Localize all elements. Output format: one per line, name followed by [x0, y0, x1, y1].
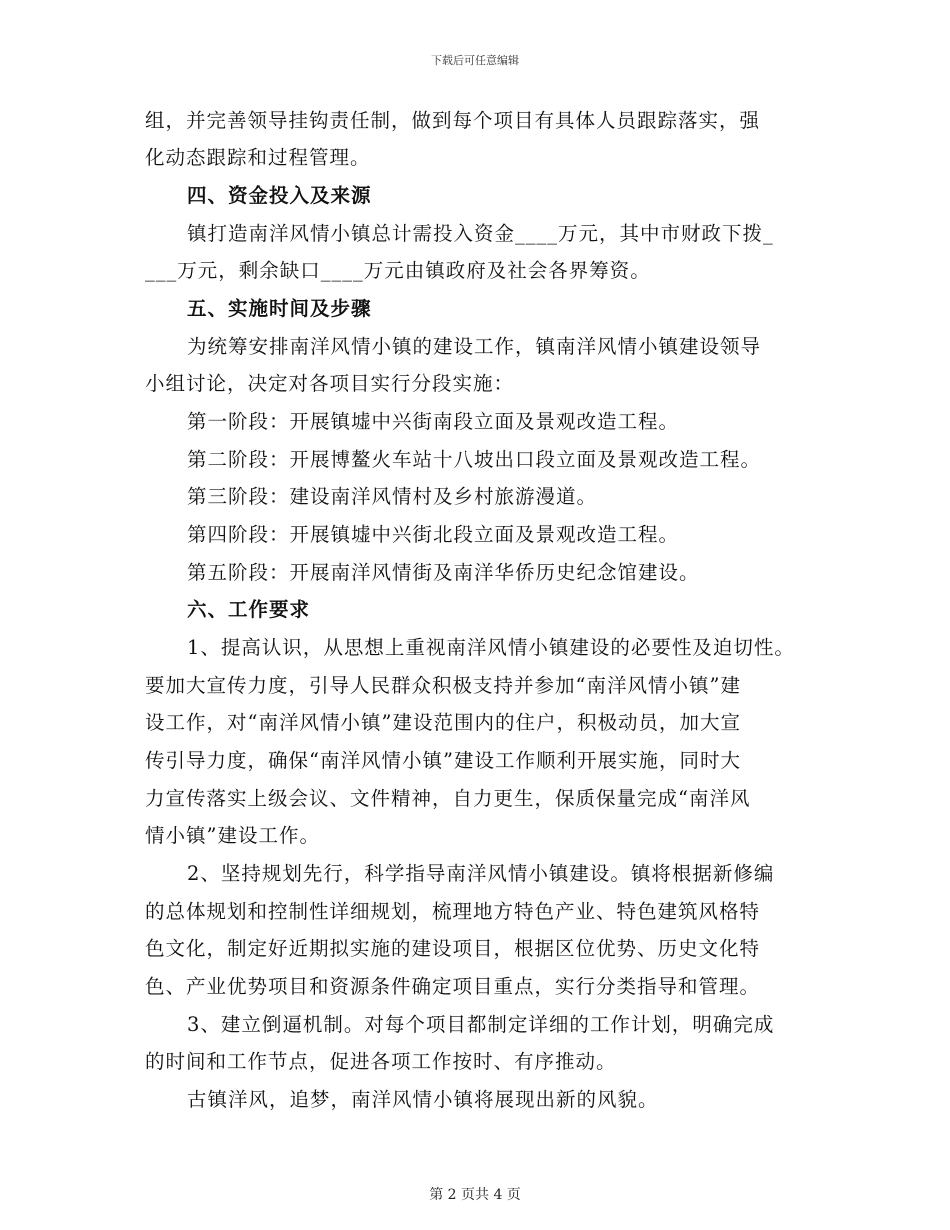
body-line: ___万元，剩余缺口____万元由镇政府及社会各界筹资。 — [145, 259, 651, 282]
body-line: 3、建立倒逼机制。对每个项目都制定详细的工作计划，明确完成 — [187, 1013, 775, 1036]
section-heading: 六、工作要求 — [187, 598, 311, 621]
stage-item: 第四阶段：开展镇墟中兴街北段立面及景观改造工程。 — [187, 523, 680, 546]
body-line: 1、提高认识，从思想上重视南洋风情小镇建设的必要性及迫切性。 — [187, 636, 795, 659]
body-line: 古镇洋风，追梦，南洋风情小镇将展现出新的风貌。 — [187, 1088, 659, 1111]
section-heading: 五、实施时间及步骤 — [187, 297, 372, 320]
body-line: 情小镇”建设工作。 — [145, 824, 320, 847]
page-header: 下载后可任意编辑 — [431, 54, 519, 67]
body-line: 要加大宣传力度，引导人民群众积极支持并参加“南洋风情小镇”建 — [145, 674, 741, 697]
body-line: 色文化，制定好近期拟实施的建设项目，根据区位优势、历史文化特 — [145, 937, 761, 960]
stage-item: 第二阶段：开展博鳌火车站十八坡出口段立面及景观改造工程。 — [187, 448, 762, 471]
body-line: 镇打造南洋风情小镇总计需投入资金____万元，其中市财政下拨_ — [187, 222, 774, 245]
body-line: 设工作，对“南洋风情小镇”建设范围内的住户，积极动员，加大宣 — [145, 711, 741, 734]
stage-item: 第一阶段：开展镇墟中兴街南段立面及景观改造工程。 — [187, 410, 680, 433]
body-line: 2、坚持规划先行，科学指导南洋风情小镇建设。镇将根据新修编 — [187, 862, 775, 885]
body-line: 的总体规划和控制性详细规划，梳理地方特色产业、特色建筑风格特 — [145, 900, 761, 923]
body-line: 化动态跟踪和过程管理。 — [145, 146, 371, 169]
body-line: 色、产业优势项目和资源条件确定项目重点，实行分类指导和管理。 — [145, 975, 761, 998]
section-heading: 四、资金投入及来源 — [187, 184, 372, 207]
stage-item: 第五阶段：开展南洋风情街及南洋华侨历史纪念馆建设。 — [187, 561, 700, 584]
body-line: 小组讨论，决定对各项目实行分段实施： — [145, 372, 515, 395]
stage-item: 第三阶段：建设南洋风情村及乡村旅游漫道。 — [187, 485, 598, 508]
body-line: 传引导力度，确保“南洋风情小镇”建设工作顺利开展实施，同时大 — [145, 749, 741, 772]
body-line: 组，并完善领导挂钩责任制，做到每个项目有具体人员跟踪落实，强 — [145, 109, 761, 132]
body-line: 为统筹安排南洋风情小镇的建设工作，镇南洋风情小镇建设领导 — [187, 335, 762, 358]
body-line: 力宣传落实上级会议、文件精神，自力更生，保质保量完成“南洋风 — [145, 787, 751, 810]
body-line: 的时间和工作节点，促进各项工作按时、有序推动。 — [145, 1050, 617, 1073]
page-footer: 第 2 页共 4 页 — [429, 1187, 521, 1203]
